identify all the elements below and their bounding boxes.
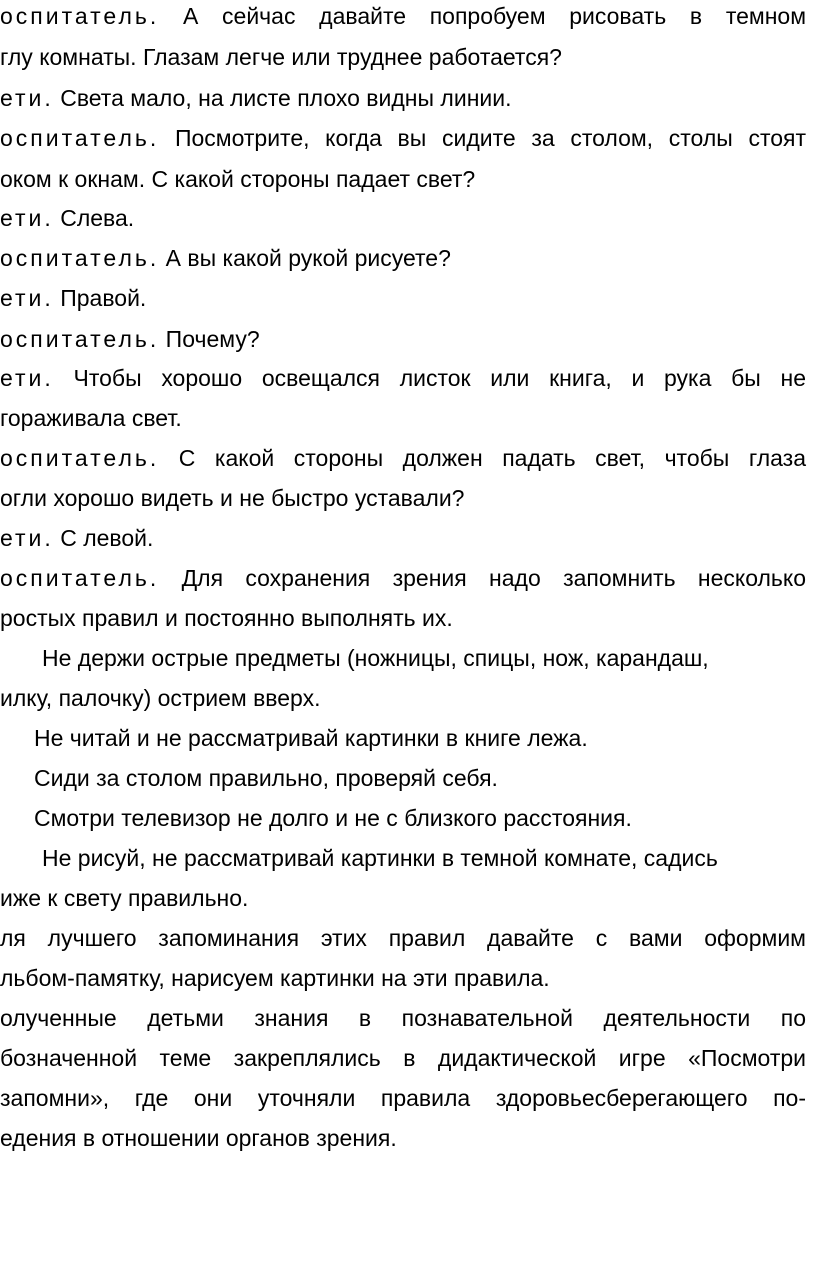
line-text: Сиди за столом правильно, проверяй себя. [34, 765, 498, 791]
text-line [0, 958, 806, 998]
line-text: С левой. [60, 525, 154, 551]
rule-line [42, 838, 806, 878]
line-text: ростых правил и постоянно выполнять их. [0, 605, 453, 631]
dialogue-line [0, 518, 806, 558]
text-line [0, 598, 806, 638]
speaker-label: оспитатель. [0, 3, 160, 29]
line-text: льбом-памятку, нарисуем картинки на эти правила. [0, 965, 550, 991]
line-text: Посмотрите, когда вы сидите за столом, столы стоят [174, 125, 807, 151]
text-line [0, 918, 806, 958]
dialogue-line [0, 78, 806, 118]
speaker-label: оспитатель. [0, 326, 160, 352]
line-text: Слева. [60, 205, 135, 231]
speaker-label: ети. [0, 85, 54, 111]
dialogue-line [0, 319, 806, 359]
dialogue-line [0, 118, 806, 158]
dialogue-line [0, 278, 806, 318]
text-line [0, 998, 806, 1038]
dialogue-line [0, 558, 806, 598]
line-text: Смотри телевизор не долго и не с близкого расстояния. [34, 805, 632, 831]
text-line [0, 398, 806, 438]
text-line [0, 678, 806, 718]
line-text: Не рисуй, не рассматривай картинки в темной комнате, садись [42, 845, 718, 871]
line-text: олученные детьми знания в познавательной деятельности по [0, 1005, 806, 1031]
line-text: бозначенной теме закреплялись в дидактической игре «Посмотри [0, 1045, 806, 1071]
rule-line [34, 718, 806, 758]
line-text: иже к свету правильно. [0, 885, 249, 911]
rule-line [42, 638, 806, 678]
line-text: Для сохранения зрения надо запомнить несколько [181, 565, 806, 591]
text-line [0, 159, 806, 199]
speaker-label: оспитатель. [0, 445, 160, 471]
rule-line [34, 798, 806, 838]
text-line [0, 1118, 806, 1158]
line-text: гораживала свет. [0, 405, 182, 431]
dialogue-line [0, 238, 806, 278]
speaker-label: оспитатель. [0, 565, 160, 591]
text-line [0, 1038, 806, 1078]
line-text: глу комнаты. Глазам легче или труднее работается? [0, 44, 562, 70]
speaker-label: ети. [0, 365, 54, 391]
text-line [0, 1078, 806, 1118]
speaker-label: оспитатель. [0, 125, 160, 151]
line-text: С какой стороны должен падать свет, чтобы глаза [178, 445, 807, 471]
text-line [0, 878, 806, 918]
speaker-label: ети. [0, 285, 54, 311]
dialogue-line [0, 438, 806, 478]
line-text: илку, палочку) острием вверх. [0, 685, 321, 711]
speaker-label: ети. [0, 205, 54, 231]
line-text: Не держи острые предметы (ножницы, спицы, нож, карандаш, [42, 645, 709, 671]
line-text: запомни», где они уточняли правила здоровьесберегающего по- [0, 1085, 806, 1111]
speaker-label: ети. [0, 525, 54, 551]
line-text: Почему? [165, 326, 260, 352]
dialogue-line [0, 358, 806, 398]
line-text: А сейчас давайте попробуем рисовать в темном [182, 3, 807, 29]
speaker-label: оспитатель. [0, 245, 160, 271]
line-text: огли хорошо видеть и не быстро уставали? [0, 485, 465, 511]
line-text: Чтобы хорошо освещался листок или книга, и рука бы не [73, 365, 807, 391]
line-text: А вы какой рукой рисуете? [165, 245, 451, 271]
dialogue-line [0, 198, 806, 238]
line-text: Света мало, на листе плохо видны линии. [60, 85, 512, 111]
line-text: ля лучшего запоминания этих правил давайте с вами оформим [0, 925, 806, 951]
text-line [0, 37, 806, 77]
line-text: оком к окнам. С какой стороны падает свет? [0, 166, 476, 192]
dialogue-line [0, 0, 806, 36]
text-line [0, 478, 806, 518]
line-text: Правой. [60, 285, 147, 311]
line-text: Не читай и не рассматривай картинки в книге лежа. [34, 725, 588, 751]
line-text: едения в отношении органов зрения. [0, 1125, 397, 1151]
rule-line [34, 758, 806, 798]
